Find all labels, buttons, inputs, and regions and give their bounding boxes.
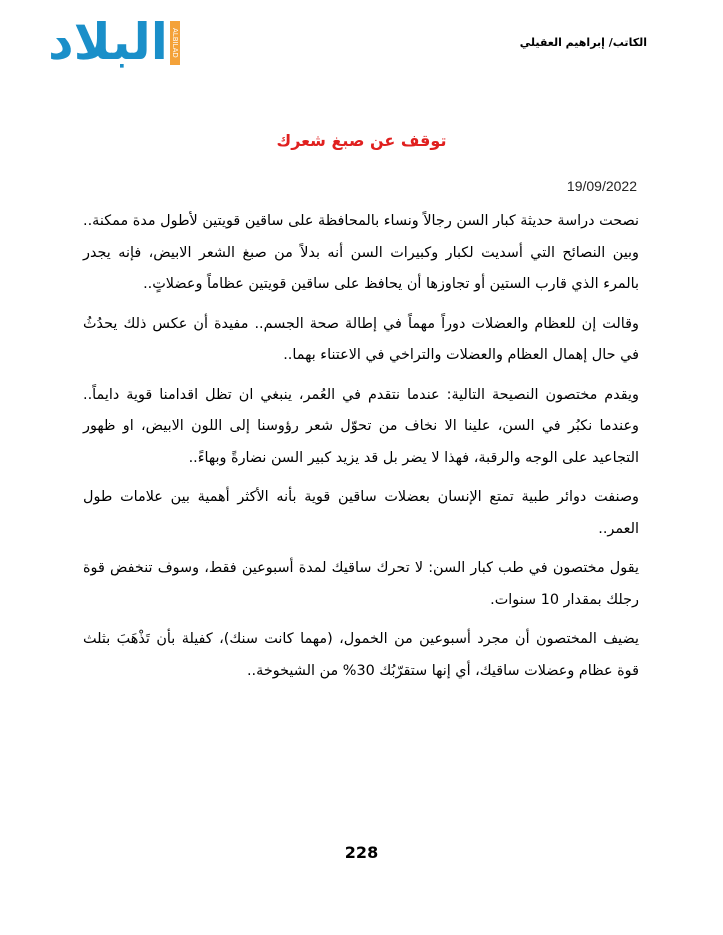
article-date: 19/09/2022 (566, 178, 637, 194)
paragraph: وقالت إن للعظام والعضلات دوراً مهماً في إطالة صحة الجسم.. مفيدة أن عكس ذلك يحدُثُ في حال إهمال العظام والعضلات والتراخي في الاعتناء بهما.. (83, 315, 639, 363)
paragraph: يقول مختصون في طب كبار السن: لا تحرك ساقيك لمدة أسبوعين فقط، وسوف تنخفض قوة رجلك بمقدار 10 سنوات. (83, 560, 639, 608)
article-title: توقف عن صبغ شعرك (276, 131, 447, 150)
author-line: الكاتب/ إبراهيم العقيلي (519, 36, 647, 49)
article-body (83, 206, 639, 695)
logo-wordmark: البلاد (48, 13, 168, 71)
paragraph: ويقدم مختصون النصيحة التالية: عندما نتقدم في العُمر، ينبغي ان تظل اقدامنا قوية دايماً.. وعندما نكبُر في السن، علينا الا نخاف من تحوّل شعر رؤوسنا إلى اللون الابيض، او ظهور التجاعيد على الوجه والرقبة، فهذا لا يضر بل قد يزيد كبير السن نضارةً وبهاءً.. (83, 386, 639, 466)
logo (48, 13, 180, 71)
page-number: 228 (344, 843, 379, 862)
paragraph: يضيف المختصون أن مجرد أسبوعين من الخمول، (مهما كانت سنك)، كفيلة بأن تَذْهَبَ بثلث قوة عظام وعضلات ساقيك، أي إنها ستقرّبُك 30% من الشيخوخة.. (83, 631, 639, 679)
logo-side-tag: ALBILAD (170, 21, 180, 65)
paragraph: نصحت دراسة حديثة كبار السن رجالاً ونساء بالمحافظة على ساقين قويتين لأطول مدة ممكنة.. وبين النصائح التي أسديت لكبار وكبيرات السن أنه بدلاً من صبغ الشعر الابيض، فإنه يجدر بالمرء الذي قارب الستين أو تجاوزها أن يحافظ على ساقين قويتين عظاماً وعضلاتٍ.. (83, 213, 639, 292)
paragraph: وصنفت دوائر طبية تمتع الإنسان بعضلات ساقين قوية بأنه الأكثر أهمية بين علامات طول العمر.. (83, 489, 639, 537)
